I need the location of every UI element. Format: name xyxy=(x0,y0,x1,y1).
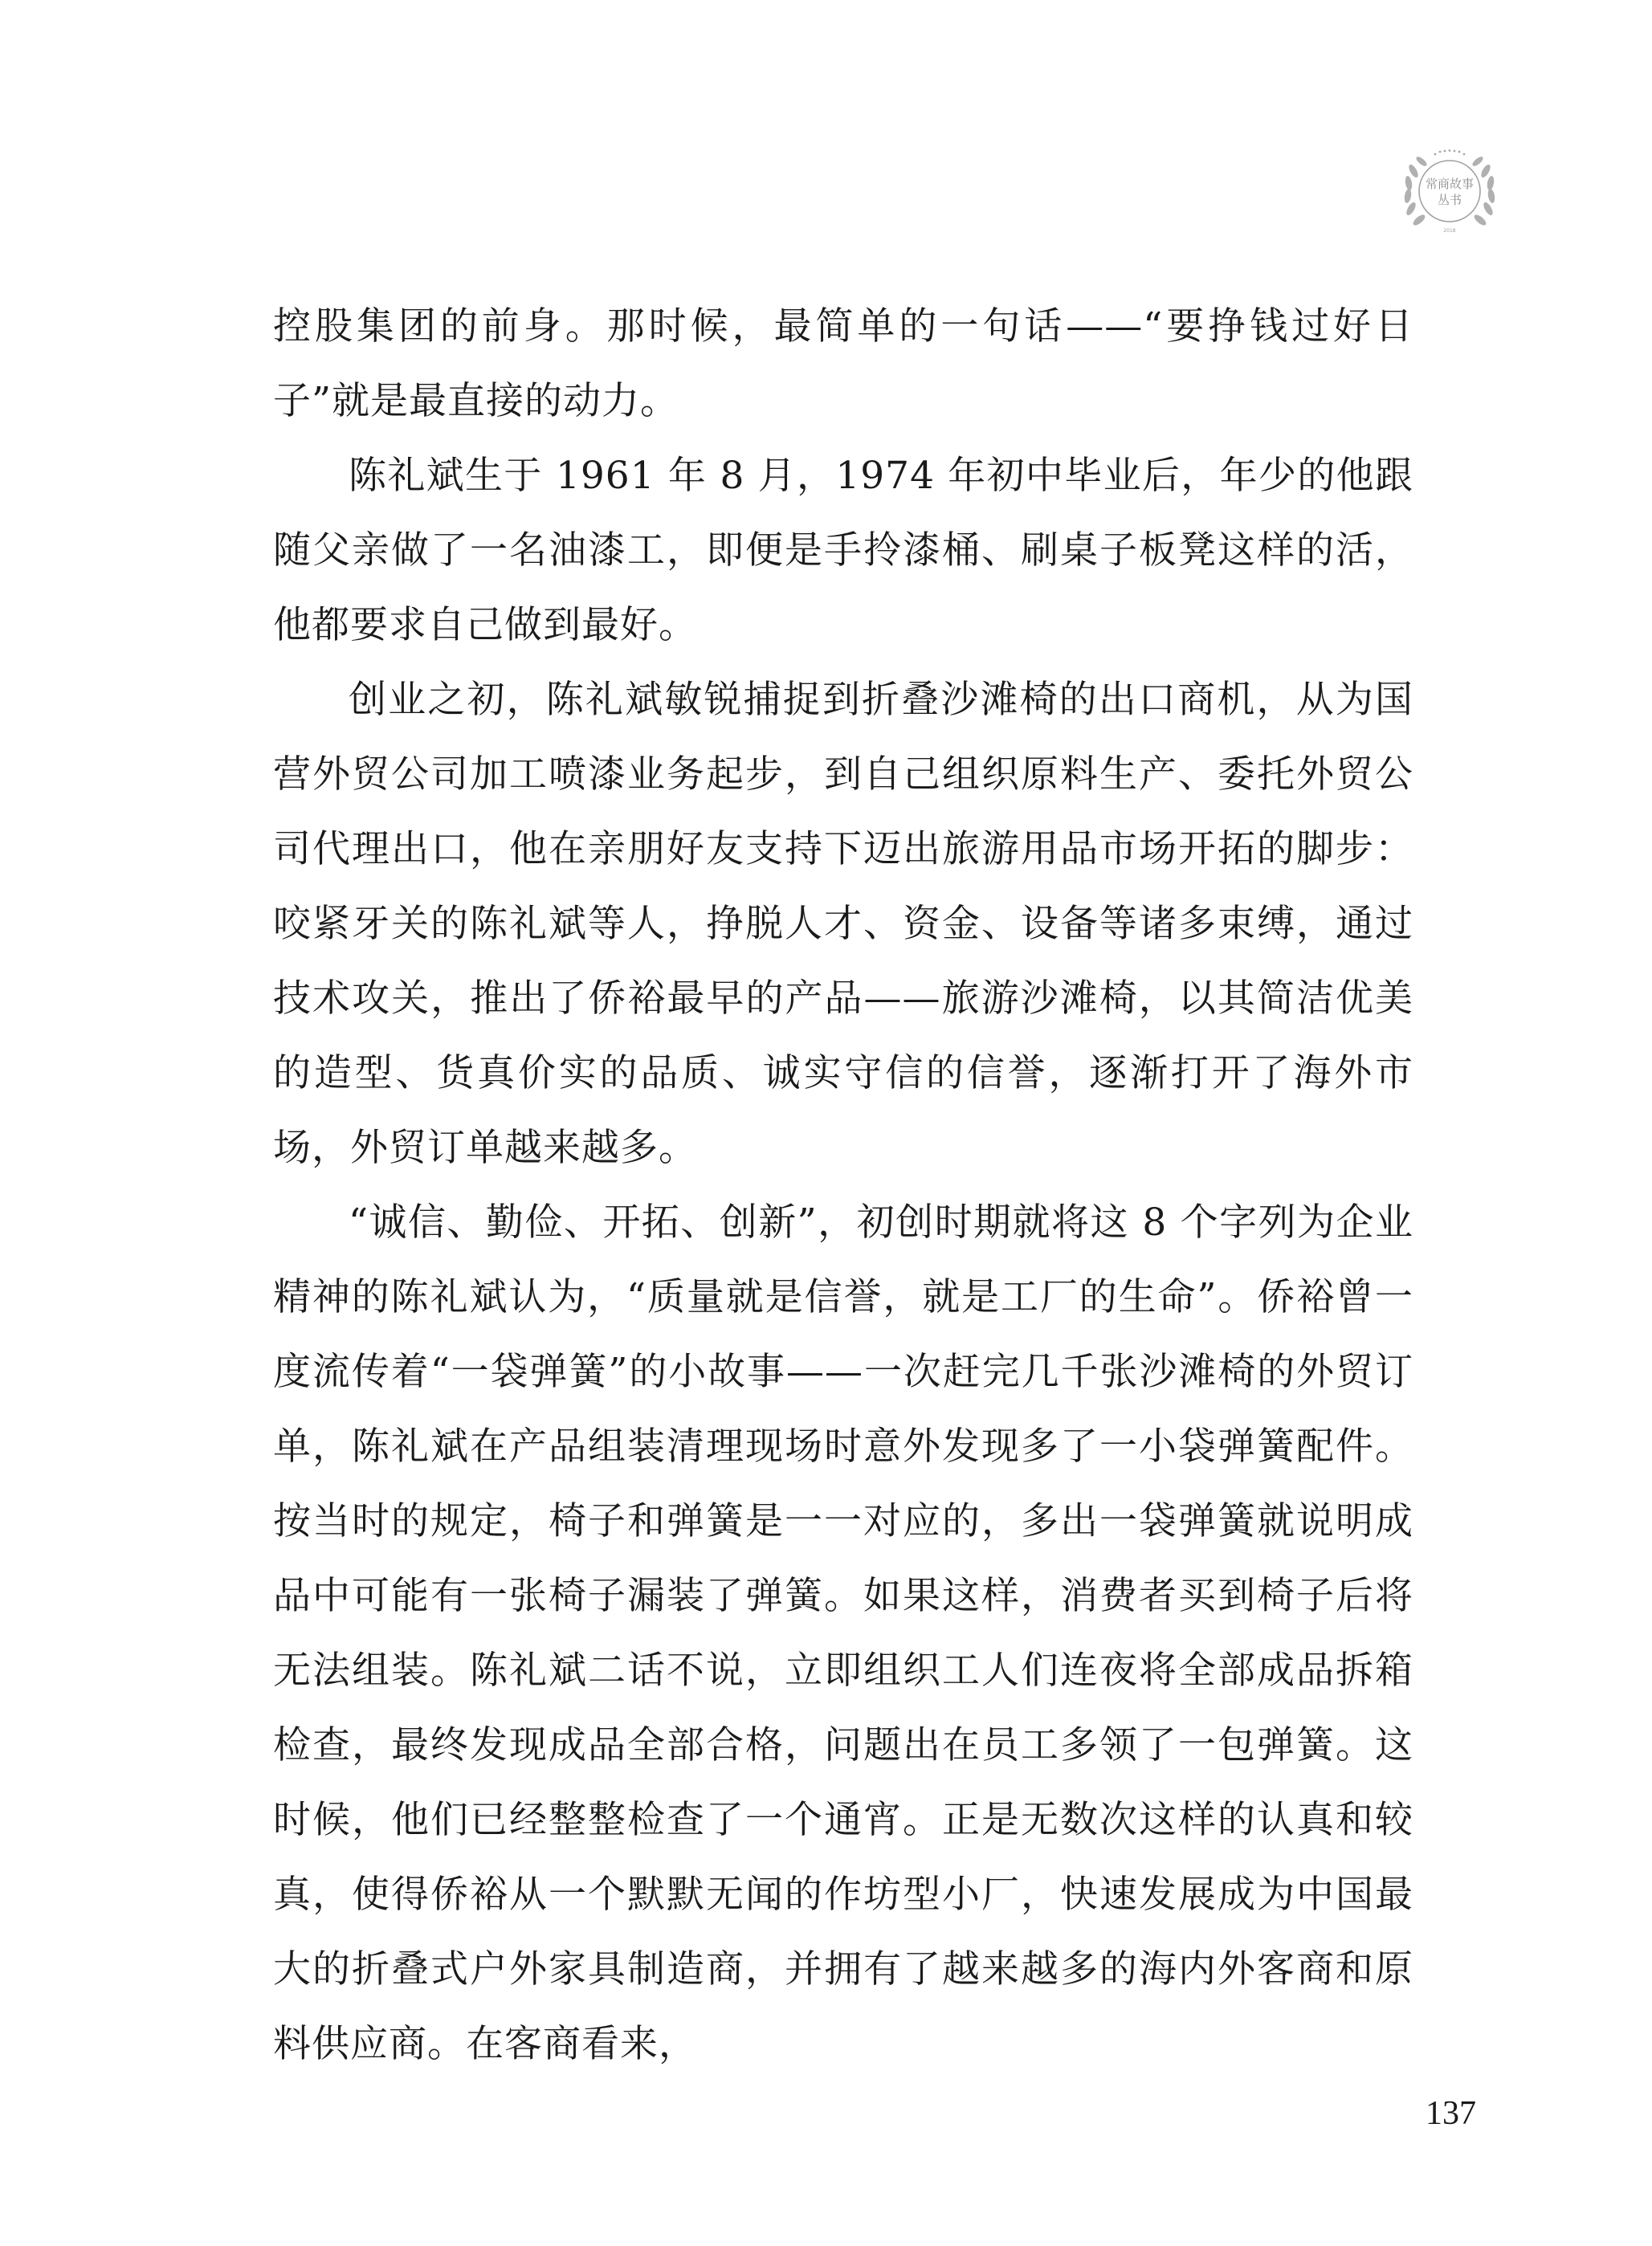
paragraph: “诚信、勤俭、开拓、创新”，初创时期就将这 8 个字列为企业精神的陈礼斌认为，“质量就是信誉，就是工厂的生命”。侨裕曾一度流传着“一袋弹簧”的小故事——一次赶完几千张沙滩椅的外贸订单，陈礼斌在产品组装清理现场时意外发现多了一小袋弹簧配件。按当时的规定，椅子和弹簧是一一对应的，多出一袋弹簧就说明成品中可能有一张椅子漏装了弹簧。如果这样，消费者买到椅子后将无法组装。陈礼斌二话不说，立即组织工人们连夜将全部成品拆箱检查，最终发现成品全部合格，问题出在员工多领了一包弹簧。这时候，他们已经整整检查了一个通宵。正是无数次这样的认真和较真，使得侨裕从一个默默无闻的作坊型小厂，快速发展成为中国最大的折叠式户外家具制造商，并拥有了越来越多的海内外客商和原料供应商。在客商看来， xyxy=(273,1200,1413,2066)
emblem-title-line1: 常商故事 xyxy=(1425,177,1475,191)
paragraph: 创业之初，陈礼斌敏锐捕捉到折叠沙滩椅的出口商机，从为国营外贸公司加工喷漆业务起步，到自己组织原料生产、委托外贸公司代理出口，他在亲朋好友支持下迈出旅游用品市场开拓的脚步：咬紧牙关的陈礼斌等人，挣脱人才、资金、设备等诸多束缚，通过技术攻关，推出了侨裕最早的产品——旅游沙滩椅，以其简洁优美的造型、货真价实的品质、诚实守信的信誉，逐渐打开了海外市场，外贸订单越来越多。 xyxy=(273,678,1413,1170)
body-text xyxy=(273,289,1413,2081)
page-number: 137 xyxy=(1426,2095,1476,2132)
emblem-title-line2: 丛书 xyxy=(1437,193,1462,207)
paragraph: 陈礼斌生于 1961 年 8 月，1974 年初中毕业后，年少的他跟随父亲做了一名油漆工，即便是手拎漆桶、刷桌子板凳这样的活，他都要求自己做到最好。 xyxy=(273,454,1413,647)
emblem-year: 2018 xyxy=(1443,228,1456,234)
laurel-wreath-icon xyxy=(1393,135,1506,247)
series-emblem xyxy=(1393,135,1506,247)
paragraph: 控股集团的前身。那时候，最简单的一句话——“要挣钱过好日子”就是最直接的动力。 xyxy=(273,304,1413,423)
